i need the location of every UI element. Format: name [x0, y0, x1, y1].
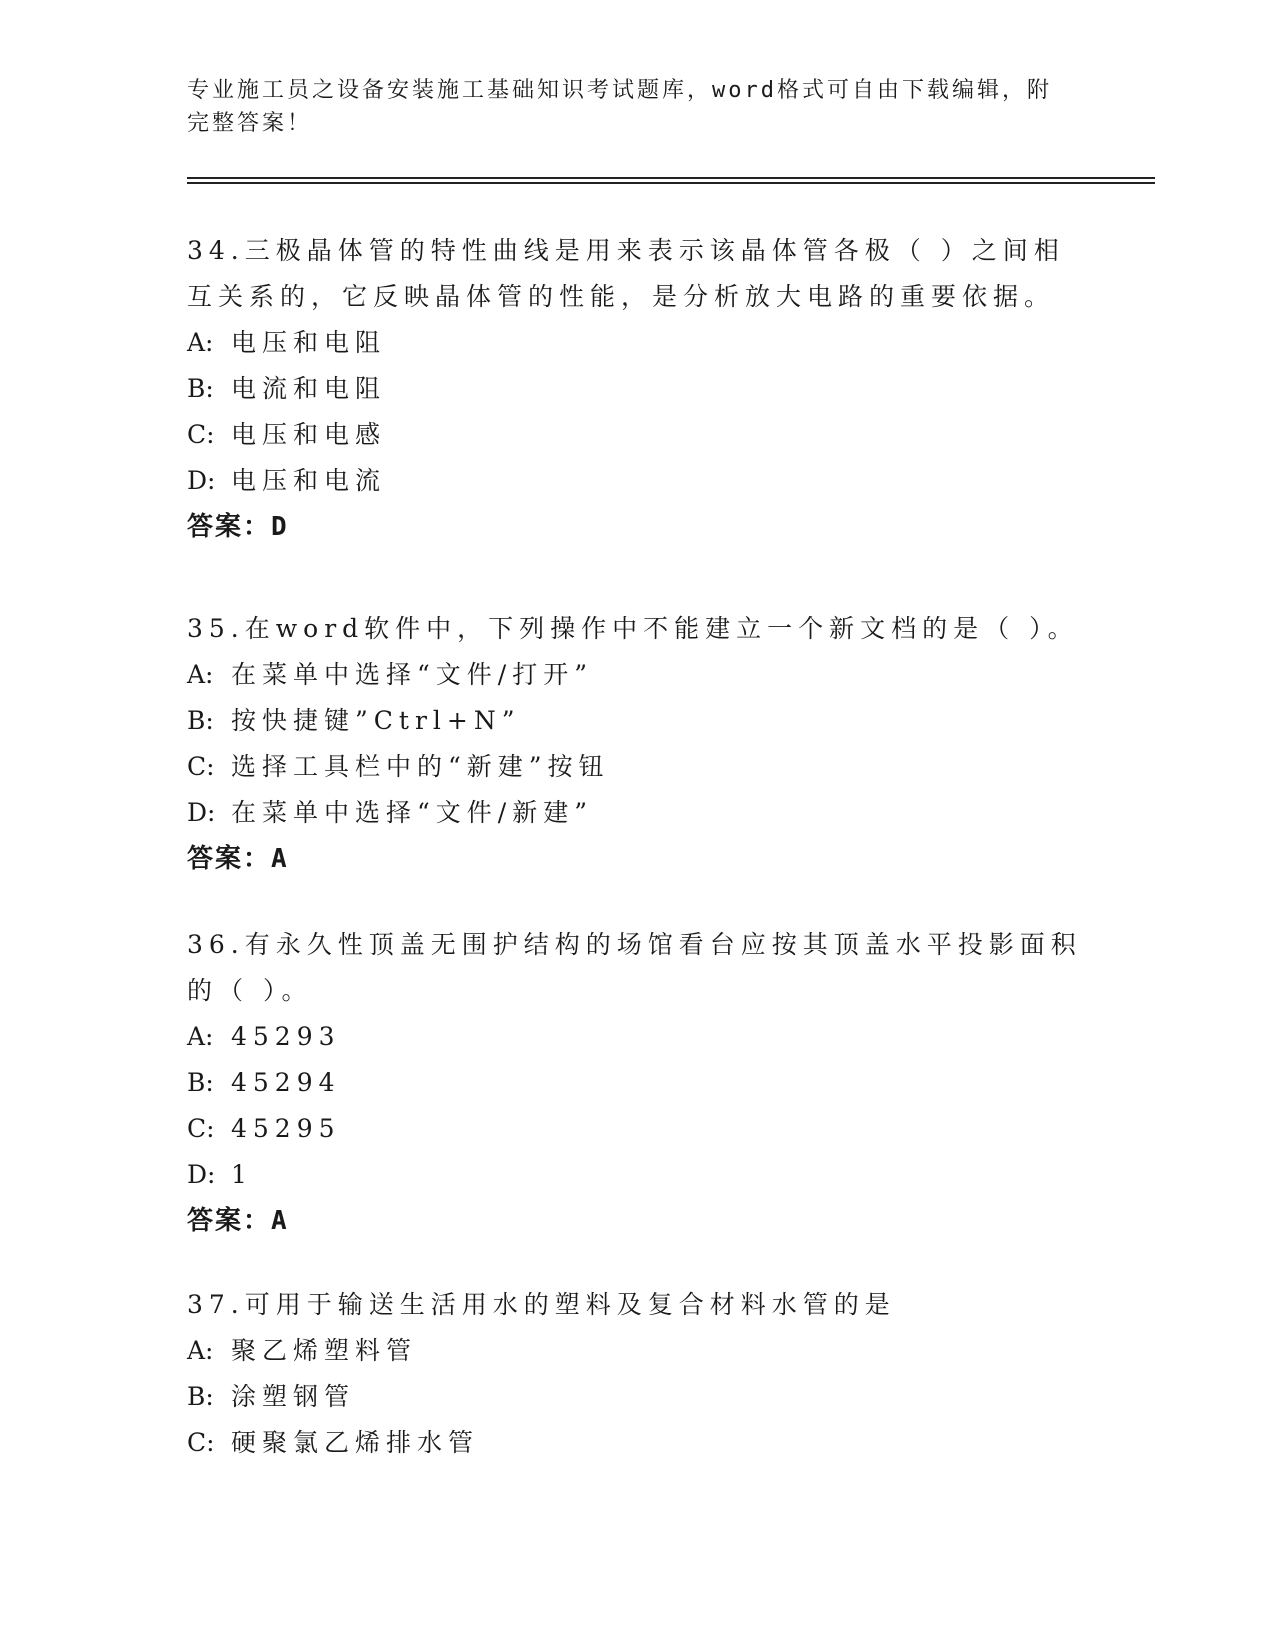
question-stem: 37.可用于输送生活用水的塑料及复合材料水管的是: [187, 1290, 896, 1319]
option-d: D: 1: [187, 1160, 253, 1189]
question-36: [187, 922, 1087, 1244]
option-b: B: 涂塑钢管: [187, 1382, 356, 1411]
answer-label: 答案：A: [187, 1206, 289, 1236]
option-c: C: 电压和电感: [187, 420, 387, 449]
question-stem: 36.有永久性顶盖无围护结构的场馆看台应按其顶盖水平投影面积的（ ）。: [187, 930, 1082, 1005]
option-d: D: 电压和电流: [187, 466, 387, 495]
option-c: C: 选择工具栏中的“新建”按钮: [187, 752, 610, 781]
header-divider-top: [187, 177, 1155, 179]
option-a: A: 聚乙烯塑料管: [187, 1336, 418, 1365]
document-header: 专业施工员之设备安装施工基础知识考试题库，word格式可自由下载编辑，附完整答案！: [187, 78, 1052, 136]
option-d: D: 在菜单中选择“文件/新建”: [187, 798, 593, 827]
option-b: B: 按快捷键”Ctrl+N”: [187, 706, 521, 735]
header-divider-bottom: [187, 182, 1155, 184]
question-34: [187, 228, 1087, 550]
option-a: A: 电压和电阻: [187, 328, 387, 357]
question-37: [187, 1282, 1087, 1466]
question-stem: 34.三极晶体管的特性曲线是用来表示该晶体管各极（ ）之间相互关系的，它反映晶体管的性能，是分析放大电路的重要依据。: [187, 236, 1065, 311]
option-b: B: 电流和电阻: [187, 374, 387, 403]
option-b: B: 45294: [187, 1068, 341, 1097]
answer-label: 答案：D: [187, 512, 289, 542]
question-35: [187, 606, 1087, 882]
option-c: C: 硬聚氯乙烯排水管: [187, 1428, 480, 1457]
answer-label: 答案：A: [187, 844, 289, 874]
option-a: A: 在菜单中选择“文件/打开”: [187, 660, 593, 689]
option-a: A: 45293: [187, 1022, 341, 1051]
question-stem: 35.在word软件中，下列操作中不能建立一个新文档的是（ ）。: [187, 614, 1079, 643]
option-c: C: 45295: [187, 1114, 341, 1143]
